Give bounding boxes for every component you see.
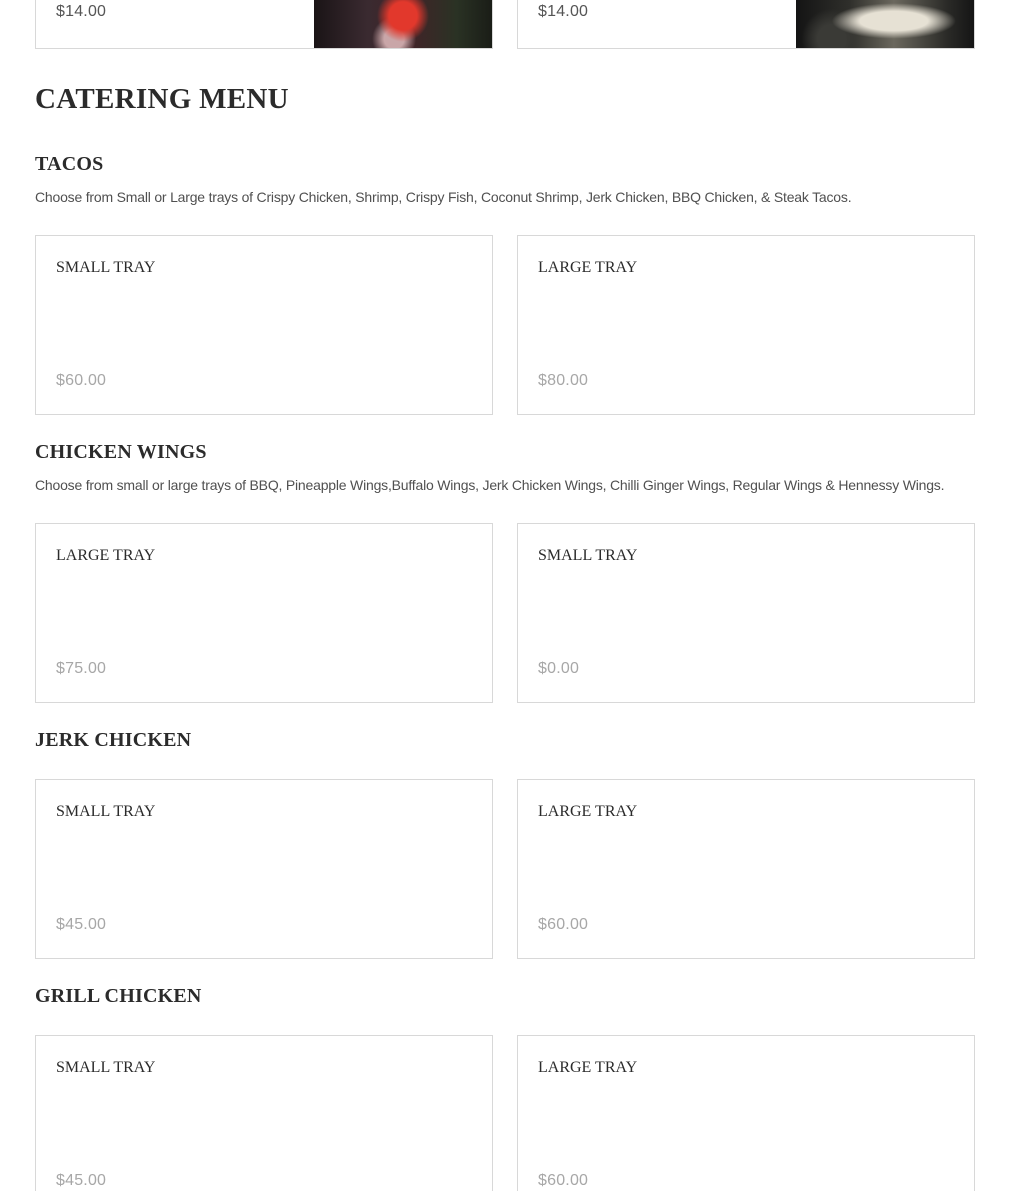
item-name: LARGE TRAY bbox=[538, 803, 638, 820]
section-description-tacos: Choose from Small or Large trays of Crispy Chicken, Shrimp, Crispy Fish, Coconut Shrimp, Jerk Chicken, BBQ Chicken, & Steak Tacos. bbox=[35, 189, 852, 205]
item-price: $0.00 bbox=[538, 660, 580, 677]
item-price: $60.00 bbox=[56, 372, 107, 389]
section-title-chicken-wings: CHICKEN WINGS bbox=[35, 441, 207, 463]
menu-item-card[interactable] bbox=[517, 235, 975, 415]
dish-photo bbox=[796, 0, 974, 49]
item-price: $60.00 bbox=[538, 916, 589, 933]
menu-item-card[interactable] bbox=[35, 523, 493, 703]
section-title-grill-chicken: GRILL CHICKEN bbox=[35, 985, 202, 1007]
item-price: $60.00 bbox=[538, 1172, 589, 1189]
item-name: LARGE TRAY bbox=[538, 259, 638, 276]
section-description-chicken-wings: Choose from small or large trays of BBQ, Pineapple Wings,Buffalo Wings, Jerk Chicken Wings, Chilli Ginger Wings, Regular Wings & Hennessy Wings. bbox=[35, 477, 945, 493]
menu-item-card[interactable] bbox=[517, 1035, 975, 1191]
menu-item-card[interactable] bbox=[517, 0, 975, 49]
item-name: LARGE TRAY bbox=[56, 547, 156, 564]
item-price: $80.00 bbox=[538, 372, 589, 389]
dish-photo bbox=[314, 0, 492, 49]
item-price: $45.00 bbox=[56, 916, 107, 933]
item-name: SMALL TRAY bbox=[538, 547, 638, 564]
item-name: SMALL TRAY bbox=[56, 259, 156, 276]
section-title-tacos: TACOS bbox=[35, 153, 104, 175]
item-price: $45.00 bbox=[56, 1172, 107, 1189]
item-name: SMALL TRAY bbox=[56, 803, 156, 820]
item-price: $75.00 bbox=[56, 660, 107, 677]
menu-item-card[interactable] bbox=[517, 779, 975, 959]
menu-item-card[interactable] bbox=[35, 779, 493, 959]
section-title-jerk-chicken: JERK CHICKEN bbox=[35, 729, 192, 751]
menu-item-card[interactable] bbox=[35, 0, 493, 49]
item-price: $14.00 bbox=[538, 3, 589, 20]
menu-item-card[interactable] bbox=[35, 235, 493, 415]
catering-menu-title: CATERING MENU bbox=[35, 83, 289, 115]
item-name: SMALL TRAY bbox=[56, 1059, 156, 1076]
menu-item-card[interactable] bbox=[517, 523, 975, 703]
menu-item-card[interactable] bbox=[35, 1035, 493, 1191]
item-price: $14.00 bbox=[56, 3, 107, 20]
item-name: LARGE TRAY bbox=[538, 1059, 638, 1076]
